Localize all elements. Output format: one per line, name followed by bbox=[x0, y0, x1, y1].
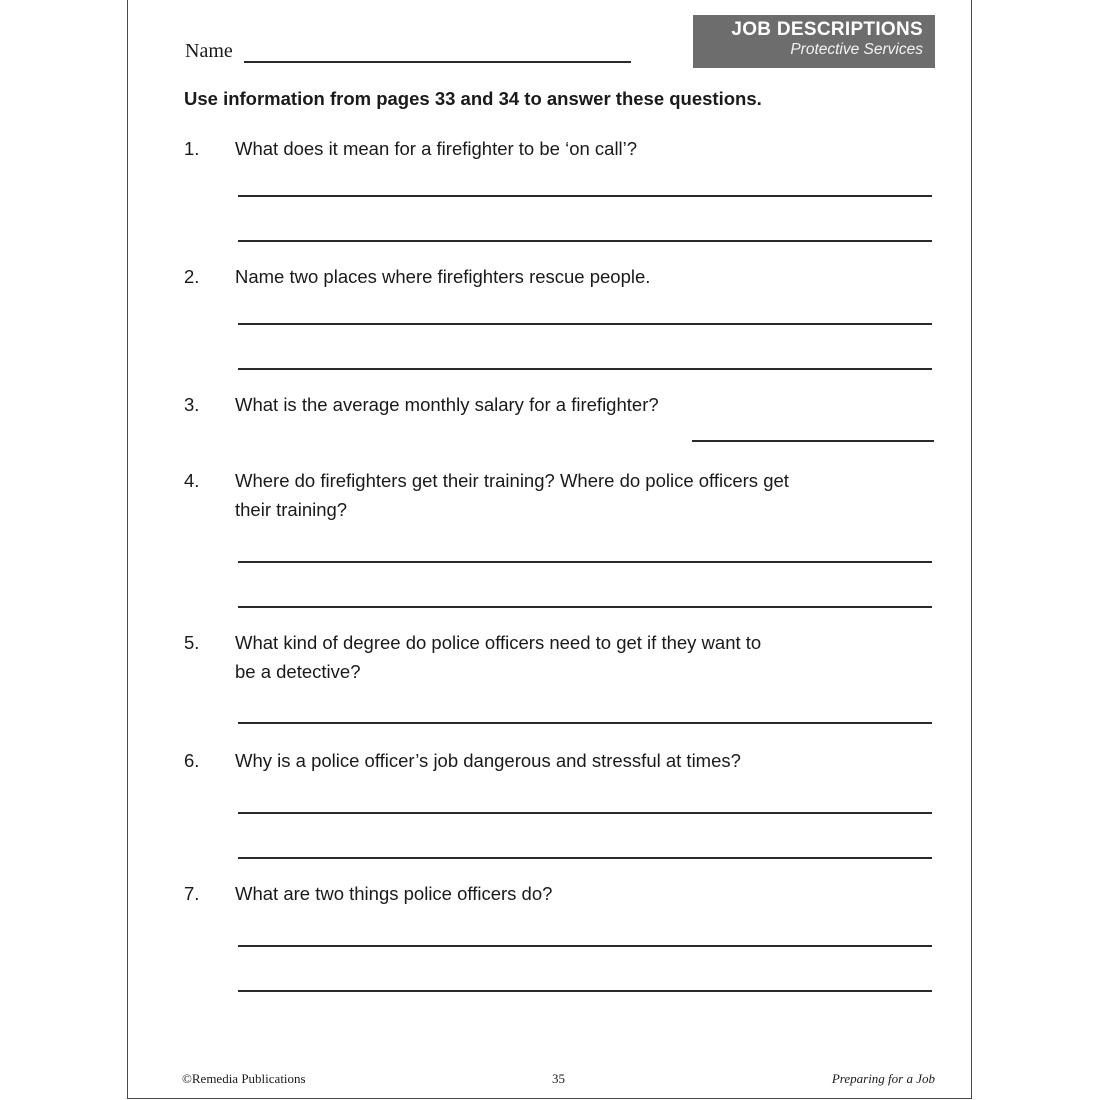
banner-title: JOB DESCRIPTIONS bbox=[731, 19, 923, 40]
question-number: 1. bbox=[184, 138, 200, 159]
worksheet-page bbox=[127, 0, 972, 1099]
question-text bbox=[235, 390, 875, 419]
answer-line[interactable] bbox=[238, 368, 932, 370]
section-banner bbox=[693, 15, 935, 68]
question-text bbox=[235, 879, 875, 908]
question-text bbox=[235, 466, 875, 524]
question-text bbox=[235, 628, 875, 686]
question-text bbox=[235, 262, 875, 291]
answer-line[interactable] bbox=[238, 606, 932, 608]
question-number: 4. bbox=[184, 470, 200, 491]
answer-line[interactable] bbox=[238, 195, 932, 197]
question-number: 3. bbox=[184, 394, 200, 415]
instructions: Use information from pages 33 and 34 to answer these questions. bbox=[184, 88, 762, 109]
name-answer-line[interactable] bbox=[244, 61, 631, 63]
answer-line[interactable] bbox=[238, 857, 932, 859]
answer-line[interactable] bbox=[238, 323, 932, 325]
name-label: Name bbox=[185, 40, 233, 62]
answer-line[interactable] bbox=[238, 990, 932, 992]
question-line: Why is a police officer’s job dangerous and stressful at times? bbox=[235, 750, 741, 771]
footer-page-number: 35 bbox=[552, 1071, 565, 1086]
answer-line[interactable] bbox=[692, 440, 934, 442]
question-line: Name two places where firefighters rescue people. bbox=[235, 266, 651, 287]
question-text bbox=[235, 134, 875, 163]
answer-line[interactable] bbox=[238, 812, 932, 814]
footer-publisher: ©Remedia Publications bbox=[182, 1071, 306, 1086]
question-number: 2. bbox=[184, 266, 200, 287]
answer-line[interactable] bbox=[238, 561, 932, 563]
answer-line[interactable] bbox=[238, 945, 932, 947]
question-line: What kind of degree do police officers need to get if they want to bbox=[235, 632, 762, 653]
banner-subtitle: Protective Services bbox=[790, 41, 923, 58]
question-number: 6. bbox=[184, 750, 200, 771]
footer-book-title: Preparing for a Job bbox=[831, 1071, 935, 1086]
question-number: 5. bbox=[184, 632, 200, 653]
question-line: What is the average monthly salary for a firefighter? bbox=[235, 394, 659, 415]
question-line: be a detective? bbox=[235, 661, 361, 682]
question-line: Where do firefighters get their training? Where do police officers get bbox=[235, 470, 789, 491]
answer-line[interactable] bbox=[238, 722, 932, 724]
question-number: 7. bbox=[184, 883, 200, 904]
answer-line[interactable] bbox=[238, 240, 932, 242]
question-line: their training? bbox=[235, 499, 348, 520]
question-line: What does it mean for a firefighter to be ‘on call’? bbox=[235, 138, 638, 159]
question-text bbox=[235, 746, 875, 775]
question-line: What are two things police officers do? bbox=[235, 883, 553, 904]
